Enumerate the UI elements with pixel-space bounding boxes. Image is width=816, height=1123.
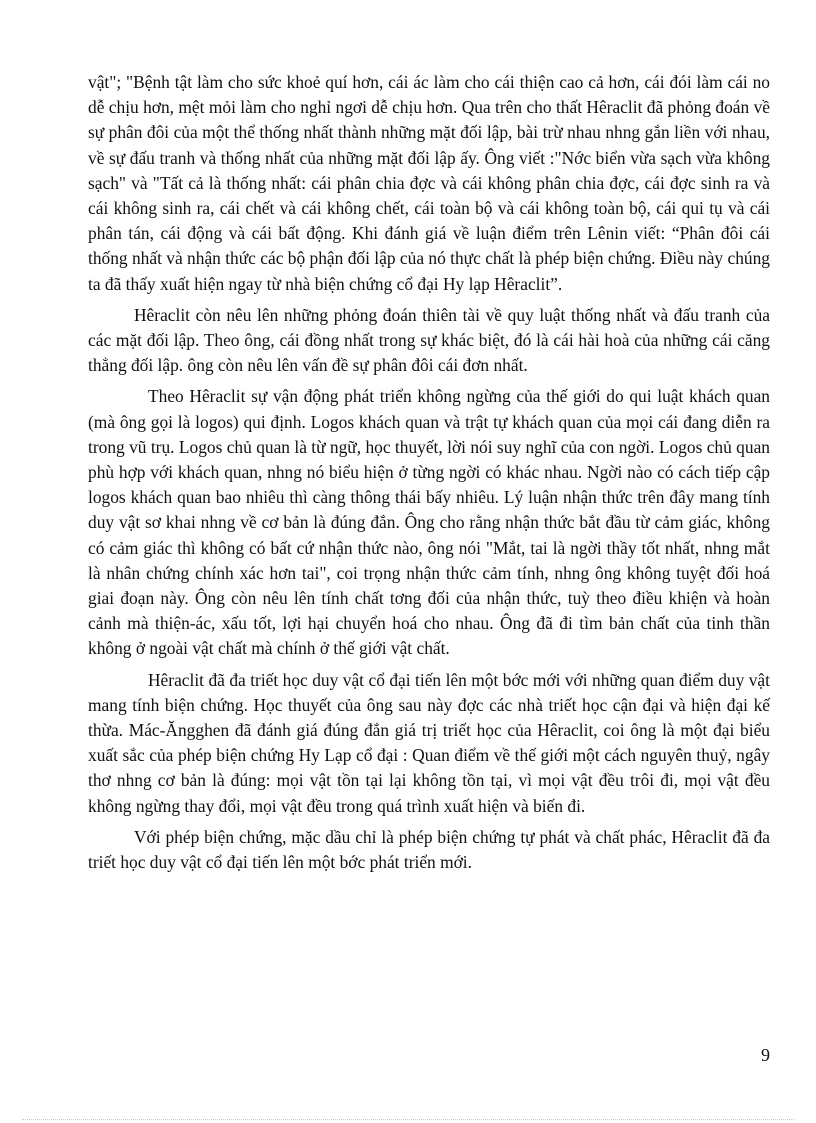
paragraph-1: vật"; "Bệnh tật làm cho sức khoẻ quí hơn, cái ác làm cho cái thiện cao cả hơn, cái đói làm cái no dễ chịu hơn, mệt mỏi làm cho nghỉ ngơi dễ chịu hơn. Qua trên cho thất Hêraclit đã phỏng đoán về sự phân đôi của một thể thống nhất thành những mặt đối lập, bài trừ nhau nhng gắn liền với nhau, về sự đấu tranh và thống nhất của những mặt đối lập ấy. Ông viết :"Nớc biển vừa sạch vừa không sạch" và "Tất cả là thống nhất: cái phân chia đợc và cái không phân chia đợc, cái đợc sinh ra và cái không sinh ra, cái chết và cái không chết, cái toàn bộ và cái không toàn bộ, cái qui tụ và cái phân tán, cái động và cái bất động. Khi đánh giá về luận điểm trên Lênin viết: “Phân đôi cái thống nhất và nhận thức các bộ phận đối lập của nó thực chất là phép biện chứng. Điều này chúng ta đã thấy xuất hiện ngay từ nhà biện chứng cổ đại Hy lạp Hêraclit”. [88,72,770,294]
paragraph-5: Với phép biện chứng, mặc dầu chỉ là phép biện chứng tự phát và chất phác, Hêraclit đã đa triết học duy vật cổ đại tiến lên một bớc phát triển mới. [88,826,770,873]
paragraph-3: Theo Hêraclit sự vận động phát triển không ngừng của thế giới do qui luật khách quan (mà ông gọi là logos) qui định. Logos khách quan và trật tự khách quan của mọi cái đang diễn ra trong vũ trụ. Logos chủ quan là từ ngữ, học thuyết, lời nói suy nghĩ của con ngời. Logos chủ quan phù hợp với khách quan, nhng nó biểu hiện ở từng ngời có khác nhau. Ngời nào có cách tiếp cập logos khách quan bao nhiêu thì càng thông thái bấy nhiêu. Lý luận nhận thức trên đây mang tính duy vật sơ khai nhng về cơ bản là đúng đắn. Ông cho rằng nhận thức bắt đầu từ cảm giác, không có cảm giác thì không có bất cứ nhận thức nào, ông nói "Mắt, tai là ngời thầy tốt nhất, nhng mắt là nhân chứng chính xác hơn tai", coi trọng nhận thức cảm tính, nhng ông không tuyệt đối hoá giai đoạn này. Ông còn nêu lên tính chất tơng đối của nhận thức, tuỳ theo điều khiện và hoàn cảnh mà thiện-ác, xấu tốt, lợi hại chuyển hoá cho nhau. Ông đã đi tìm bản chất của tinh thần không ở ngoài vật chất mà chính ở thế giới vật chất. [88,386,770,659]
document-body [88,70,770,881]
footer-divider [22,1119,794,1120]
paragraph-2: Hêraclit còn nêu lên những phỏng đoán thiên tài về quy luật thống nhất và đấu tranh của các mặt đối lập. Theo ông, cái đồng nhất trong sự khác biệt, đó là cái hài hoà của những cái căng thẳng đối lập. ông còn nêu lên vấn đề sự phân đôi cái đơn nhất. [88,304,770,376]
paragraph-4: Hêraclit đã đa triết học duy vật cổ đại tiến lên một bớc mới với những quan điểm duy vật mang tính biện chứng. Học thuyết của ông sau này đợc các nhà triết học cận đại và hiện đại kế thừa. Mác-Ăngghen đã đánh giá đúng đắn giá trị triết học của Hêraclit, coi ông là một đại biểu xuất sắc của phép biện chứng Hy Lạp cổ đại : Quan điểm về thế giới một cách nguyên thuỷ, ngây thơ nhng cơ bản là đúng: mọi vật tồn tại lại không tồn tại, vì mọi vật đều trôi đi, mọi vật đều không ngừng thay đổi, mọi vật đều trong quá trình xuất hiện và biến đi. [88,669,770,816]
page-number: 9 [761,1045,770,1065]
